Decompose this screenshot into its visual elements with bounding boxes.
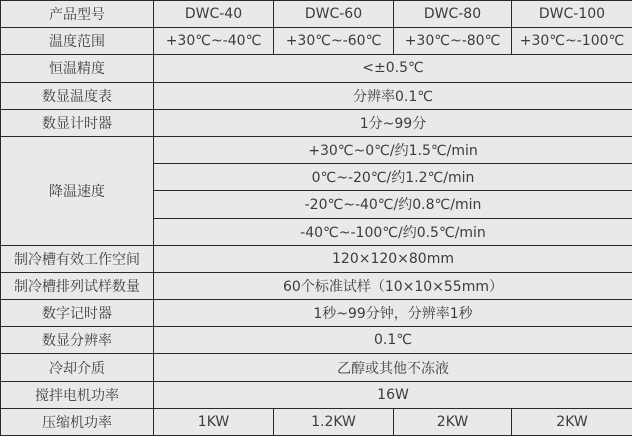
label-sample-capacity: 制冷槽排列试样数量 bbox=[1, 272, 154, 299]
cell-compressor-power-4: 2KW bbox=[512, 408, 632, 435]
row-work-space bbox=[1, 245, 632, 272]
label-accuracy: 恒温精度 bbox=[1, 55, 154, 82]
row-sample-capacity bbox=[1, 272, 632, 299]
cell-cooling-rate-1: +30℃~0℃/约1.5℃/min bbox=[154, 136, 632, 163]
cell-temp-range-4: +30℃~-100℃ bbox=[512, 28, 632, 55]
cell-coolant: 乙醇或其他不冻液 bbox=[154, 354, 632, 381]
cell-model-2: DWC-60 bbox=[274, 1, 394, 28]
cell-digital-recorder: 1秒~99分钟，分辨率1秒 bbox=[154, 300, 632, 327]
cell-temp-range-1: +30℃~-40℃ bbox=[154, 28, 274, 55]
cell-digital-thermometer: 分辨率0.1℃ bbox=[154, 82, 632, 109]
label-product-model: 产品型号 bbox=[1, 1, 154, 28]
cell-cooling-rate-4: -40℃~-100℃/约0.5℃/min bbox=[154, 218, 632, 245]
cell-cooling-rate-3: -20℃~-40℃/约0.8℃/min bbox=[154, 191, 632, 218]
label-stir-motor-power: 搅拌电机功率 bbox=[1, 381, 154, 408]
cell-temp-range-3: +30℃~-80℃ bbox=[394, 28, 512, 55]
cell-digital-timer: 1分~99分 bbox=[154, 109, 632, 136]
label-digital-recorder: 数字记时器 bbox=[1, 300, 154, 327]
label-digital-thermometer: 数显温度表 bbox=[1, 82, 154, 109]
row-cooling-rate-1 bbox=[1, 136, 632, 163]
cell-compressor-power-1: 1KW bbox=[154, 408, 274, 435]
cell-accuracy: <±0.5℃ bbox=[154, 55, 632, 82]
label-work-space: 制冷槽有效工作空间 bbox=[1, 245, 154, 272]
cell-compressor-power-2: 1.2KW bbox=[274, 408, 394, 435]
row-stir-motor-power bbox=[1, 381, 632, 408]
row-accuracy bbox=[1, 55, 632, 82]
cell-work-space: 120×120×80mm bbox=[154, 245, 632, 272]
label-cooling-rate: 降温速度 bbox=[1, 136, 154, 245]
row-coolant bbox=[1, 354, 632, 381]
row-compressor-power bbox=[1, 408, 632, 435]
cell-stir-motor-power: 16W bbox=[154, 381, 632, 408]
cell-temp-range-2: +30℃~-60℃ bbox=[274, 28, 394, 55]
label-coolant: 冷却介质 bbox=[1, 354, 154, 381]
cell-cooling-rate-2: 0℃~-20℃/约1.2℃/min bbox=[154, 164, 632, 191]
cell-compressor-power-3: 2KW bbox=[394, 408, 512, 435]
cell-sample-capacity: 60个标准试样（10×10×55mm） bbox=[154, 272, 632, 299]
cell-display-resolution: 0.1℃ bbox=[154, 327, 632, 354]
row-temp-range bbox=[1, 28, 632, 55]
label-compressor-power: 压缩机功率 bbox=[1, 408, 154, 435]
cell-model-1: DWC-40 bbox=[154, 1, 274, 28]
row-digital-thermometer bbox=[1, 82, 632, 109]
row-digital-recorder bbox=[1, 300, 632, 327]
label-temp-range: 温度范围 bbox=[1, 28, 154, 55]
row-display-resolution bbox=[1, 327, 632, 354]
cell-model-3: DWC-80 bbox=[394, 1, 512, 28]
label-digital-timer: 数显计时器 bbox=[1, 109, 154, 136]
cell-model-4: DWC-100 bbox=[512, 1, 632, 28]
row-digital-timer bbox=[1, 109, 632, 136]
row-product-model bbox=[1, 1, 632, 28]
label-display-resolution: 数显分辨率 bbox=[1, 327, 154, 354]
